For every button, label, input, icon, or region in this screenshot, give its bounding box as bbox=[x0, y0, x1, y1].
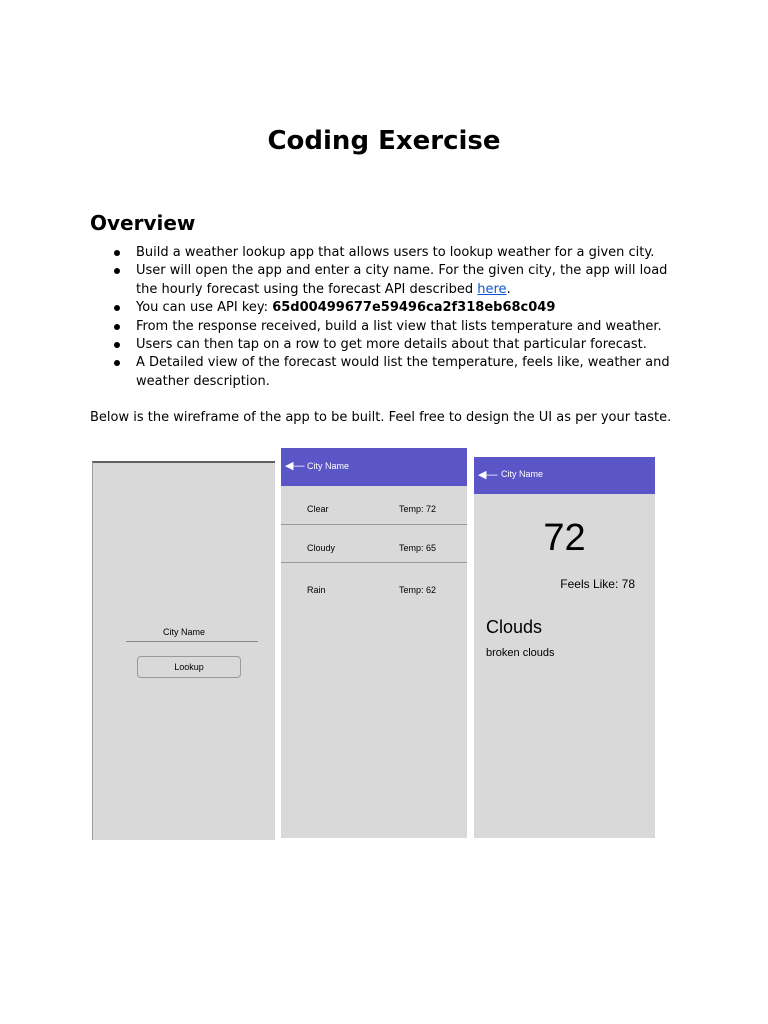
row-weather: Cloudy bbox=[307, 543, 336, 553]
bullet-text: From the response received, build a list view that lists temperature and weather. bbox=[136, 318, 662, 334]
row-divider bbox=[281, 524, 467, 525]
row-weather: Rain bbox=[307, 585, 326, 595]
detail-app-bar bbox=[474, 457, 655, 494]
bullet-dot-icon bbox=[114, 324, 120, 330]
city-name-input[interactable]: City Name bbox=[162, 627, 205, 637]
row-temp: Temp: 65 bbox=[399, 543, 437, 553]
bullet-item bbox=[90, 262, 670, 299]
row-temp: Temp: 62 bbox=[399, 585, 437, 595]
bullet-dot-icon bbox=[114, 360, 120, 366]
overview-bullet-list bbox=[90, 244, 670, 391]
bullet-item bbox=[90, 244, 670, 262]
app-bar-title: City Name bbox=[307, 461, 350, 471]
bullet-item bbox=[90, 299, 670, 317]
bullet-text: User will open the app and enter a city name. For the given city, the app will load the hourly forecast using the forecast API described bbox=[136, 263, 668, 297]
bullet-text: A Detailed view of the forecast would list the temperature, feels like, weather and weather description. bbox=[136, 355, 670, 389]
bullet-suffix: . bbox=[506, 281, 511, 297]
back-arrow-icon[interactable]: ◀— bbox=[285, 460, 305, 472]
bullet-text: Build a weather lookup app that allows users to lookup weather for a given city. bbox=[136, 245, 655, 260]
page-title: Coding Exercise bbox=[267, 126, 501, 156]
detail-feels-like: Feels Like: 78 bbox=[560, 577, 635, 591]
bullet-item bbox=[90, 318, 670, 336]
wireframe-lookup-screen bbox=[92, 461, 275, 840]
wireframe-intro: Below is the wireframe of the app to be built. Feel free to design the UI as per your taste. bbox=[90, 410, 672, 425]
wireframe-list-screen bbox=[281, 448, 467, 838]
list-app-bar bbox=[281, 448, 467, 486]
bullet-item bbox=[90, 336, 670, 354]
forecast-api-link[interactable]: here bbox=[477, 281, 507, 297]
bullet-dot-icon bbox=[114, 250, 120, 256]
wireframe-detail-screen bbox=[474, 457, 655, 838]
bullet-dot-icon bbox=[114, 305, 120, 311]
row-divider bbox=[281, 562, 467, 563]
bullet-item bbox=[90, 354, 670, 391]
overview-heading: Overview bbox=[90, 211, 196, 235]
app-bar-title: City Name bbox=[501, 469, 544, 479]
row-weather: Clear bbox=[307, 504, 329, 514]
bullet-dot-icon bbox=[114, 342, 120, 348]
city-name-underline bbox=[126, 641, 258, 642]
bullet-text: Users can then tap on a row to get more details about that particular forecast. bbox=[136, 337, 647, 353]
detail-weather: Clouds bbox=[486, 617, 543, 637]
bullet-dot-icon bbox=[114, 268, 120, 274]
back-arrow-icon[interactable]: ◀— bbox=[478, 469, 498, 481]
row-temp: Temp: 72 bbox=[399, 504, 437, 514]
detail-temperature: 72 bbox=[543, 517, 586, 559]
detail-description: broken clouds bbox=[486, 647, 555, 659]
bullet-text: You can use API key: bbox=[136, 300, 273, 316]
api-key: 65d00499677e59496ca2f318eb68c049 bbox=[272, 300, 556, 316]
lookup-button[interactable]: Lookup bbox=[137, 656, 241, 678]
